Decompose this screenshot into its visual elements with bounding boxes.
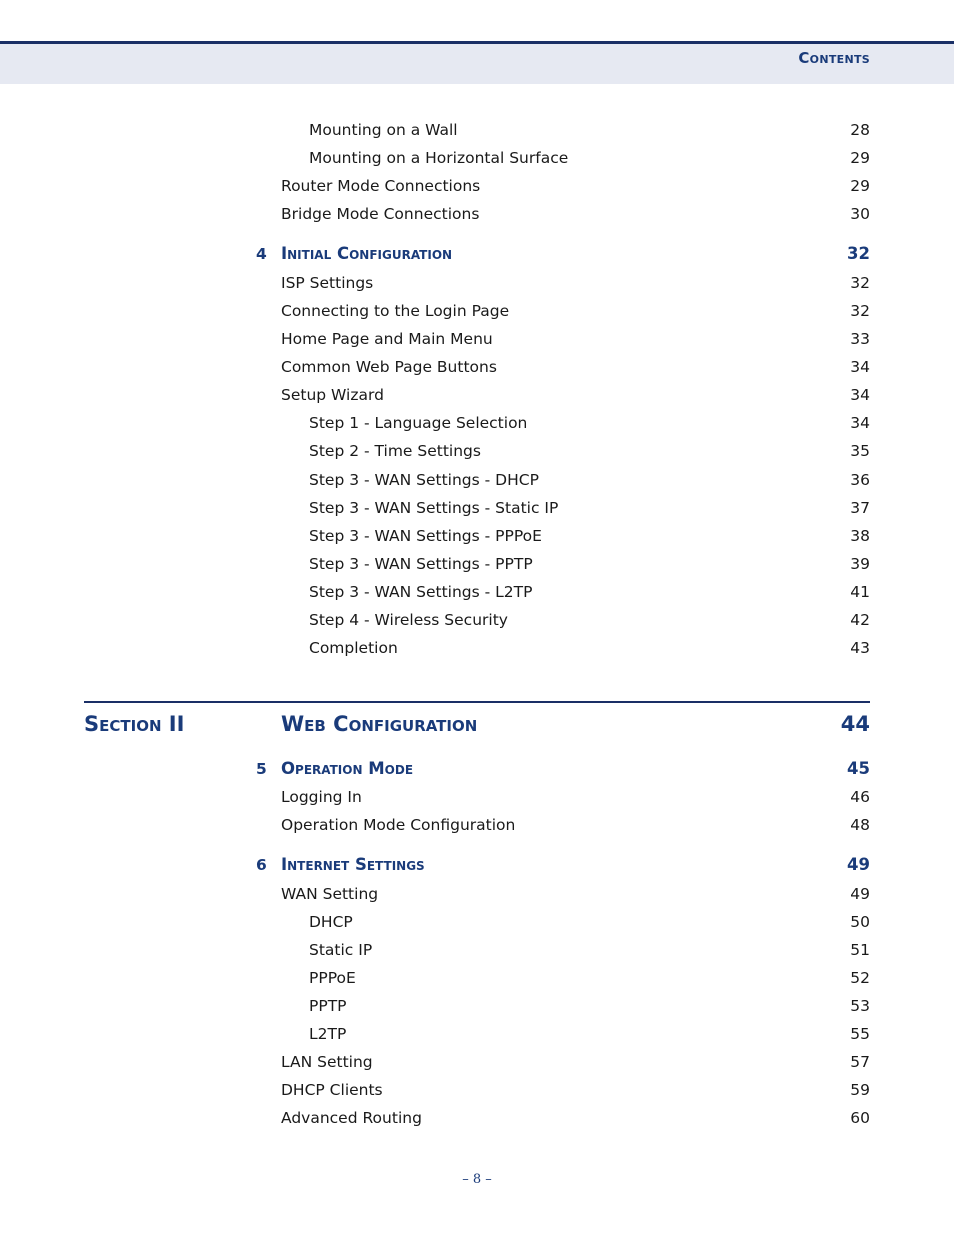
- toc-entry[interactable]: [0, 1106, 954, 1130]
- toc-entry[interactable]: [0, 327, 954, 351]
- toc-entry-label: Mounting on a Horizontal Surface: [309, 149, 569, 168]
- section-page-number: 44: [840, 712, 870, 736]
- toc-entry[interactable]: [0, 938, 954, 962]
- toc-entry-label: Step 2 - Time Settings: [309, 442, 481, 461]
- toc-entry-label: LAN Setting: [281, 1053, 373, 1071]
- toc-entry-label: Advanced Routing: [281, 1109, 422, 1127]
- toc-entry-label: Operation Mode Configuration: [281, 816, 516, 834]
- toc-entry-page: 57: [850, 1053, 870, 1071]
- toc-entry[interactable]: [0, 882, 954, 906]
- toc-entry-label: PPPoE: [309, 969, 356, 987]
- toc-entry[interactable]: [0, 1022, 954, 1046]
- toc-entry[interactable]: [0, 355, 954, 379]
- toc-entry-label: Mounting on a Wall: [309, 121, 458, 139]
- section-title: Web Configuration: [281, 712, 478, 736]
- chapter-number: 4: [256, 245, 267, 263]
- toc-entry-page: 36: [850, 470, 870, 489]
- page-footer: – 8 –: [462, 1172, 492, 1187]
- toc-entry-label: PPTP: [309, 997, 347, 1015]
- toc-entry[interactable]: [0, 966, 954, 990]
- chapter-title: Internet Settings: [281, 855, 425, 874]
- toc-entry-label: Step 3 - WAN Settings - L2TP: [309, 582, 533, 601]
- toc-entry-page: 32: [850, 274, 870, 292]
- toc-entry-label: DHCP: [309, 913, 353, 931]
- toc-entry-label: ISP Settings: [281, 274, 374, 292]
- toc-entry[interactable]: [0, 552, 954, 576]
- toc-entry[interactable]: [0, 299, 954, 323]
- toc-entry-label: Logging In: [281, 788, 362, 806]
- chapter-page-number: 32: [847, 244, 870, 263]
- section-label: Section II: [84, 712, 185, 736]
- toc-entry-page: 46: [850, 788, 870, 806]
- toc-entry-page: 37: [850, 498, 870, 517]
- toc-entry-page: 51: [850, 941, 870, 959]
- toc-entry[interactable]: [0, 271, 954, 295]
- toc-entry-page: 48: [850, 816, 870, 834]
- chapter-heading[interactable]: [0, 242, 954, 266]
- toc-entry-page: 60: [850, 1109, 870, 1127]
- toc-entry-label: Bridge Mode Connections: [281, 205, 480, 224]
- toc-entry[interactable]: [0, 411, 954, 435]
- toc-entry-page: 29: [850, 177, 870, 196]
- toc-entry[interactable]: [0, 813, 954, 837]
- toc-entry-page: 43: [850, 639, 870, 658]
- section-heading[interactable]: [0, 709, 954, 739]
- toc-entry[interactable]: [0, 496, 954, 520]
- toc-entry-page: 32: [850, 302, 870, 321]
- toc-entry[interactable]: [0, 383, 954, 407]
- toc-entry-label: Step 1 - Language Selection: [309, 414, 528, 433]
- toc-entry-label: Connecting to the Login Page: [281, 302, 510, 321]
- toc-entry[interactable]: [0, 174, 954, 198]
- toc-entry-page: 50: [850, 913, 870, 931]
- toc-entry[interactable]: [0, 785, 954, 809]
- chapter-title: Initial Configuration: [281, 244, 453, 263]
- toc-entry-page: 53: [850, 997, 870, 1015]
- toc-entry[interactable]: [0, 439, 954, 463]
- toc-entry[interactable]: [0, 202, 954, 226]
- chapter-heading[interactable]: [0, 757, 954, 781]
- toc-entry-page: 52: [850, 969, 870, 987]
- chapter-number: 5: [256, 760, 267, 778]
- toc-entry-page: 34: [850, 414, 870, 433]
- toc-entry-label: Step 3 - WAN Settings - DHCP: [309, 470, 539, 489]
- toc-entry-page: 41: [850, 582, 870, 601]
- toc-entry-page: 30: [850, 205, 870, 224]
- toc-entry[interactable]: [0, 1078, 954, 1102]
- toc-entry-label: Home Page and Main Menu: [281, 330, 493, 349]
- toc-entry-page: 38: [850, 526, 870, 545]
- toc-entry[interactable]: [0, 468, 954, 492]
- chapter-heading[interactable]: [0, 853, 954, 877]
- toc-entry-label: Step 3 - WAN Settings - PPTP: [309, 554, 533, 573]
- toc-entry-page: 39: [850, 554, 870, 573]
- chapter-number: 6: [256, 856, 267, 874]
- toc-entry-page: 49: [850, 885, 870, 903]
- toc-entry-label: Step 3 - WAN Settings - PPPoE: [309, 526, 542, 545]
- toc-entry-label: DHCP Clients: [281, 1081, 383, 1099]
- toc-entry[interactable]: [0, 608, 954, 632]
- toc-entry-label: Setup Wizard: [281, 386, 384, 405]
- toc-entry-page: 55: [850, 1025, 870, 1043]
- toc-entry-label: Step 4 - Wireless Security: [309, 610, 508, 629]
- toc-entry[interactable]: [0, 524, 954, 548]
- toc-entry[interactable]: [0, 146, 954, 170]
- toc-entry-page: 59: [850, 1081, 870, 1099]
- toc-entry-label: Completion: [309, 639, 398, 658]
- toc-entry-page: 28: [850, 121, 870, 139]
- chapter-title: Operation Mode: [281, 759, 414, 778]
- toc-entry-page: 35: [850, 442, 870, 461]
- header-band: [0, 41, 954, 84]
- header-title: Contents: [798, 49, 870, 67]
- toc-entry-label: Common Web Page Buttons: [281, 358, 497, 377]
- toc-entry-page: 34: [850, 358, 870, 377]
- chapter-page-number: 45: [847, 759, 870, 778]
- toc-entry-label: L2TP: [309, 1025, 347, 1043]
- toc-entry[interactable]: [0, 910, 954, 934]
- toc-entry[interactable]: [0, 994, 954, 1018]
- toc-entry-label: WAN Setting: [281, 885, 379, 903]
- toc-entry-label: Router Mode Connections: [281, 177, 481, 196]
- toc-entry-page: 42: [850, 610, 870, 629]
- toc-entry[interactable]: [0, 118, 954, 142]
- toc-entry-page: 33: [850, 330, 870, 349]
- toc-entry[interactable]: [0, 636, 954, 660]
- toc-entry-page: 34: [850, 386, 870, 405]
- toc-entry[interactable]: [0, 1050, 954, 1074]
- toc-entry-label: Step 3 - WAN Settings - Static IP: [309, 498, 559, 517]
- chapter-page-number: 49: [847, 855, 870, 874]
- section-divider: [84, 701, 870, 703]
- toc-entry-page: 29: [850, 149, 870, 168]
- toc-entry[interactable]: [0, 580, 954, 604]
- toc-entry-label: Static IP: [309, 941, 373, 959]
